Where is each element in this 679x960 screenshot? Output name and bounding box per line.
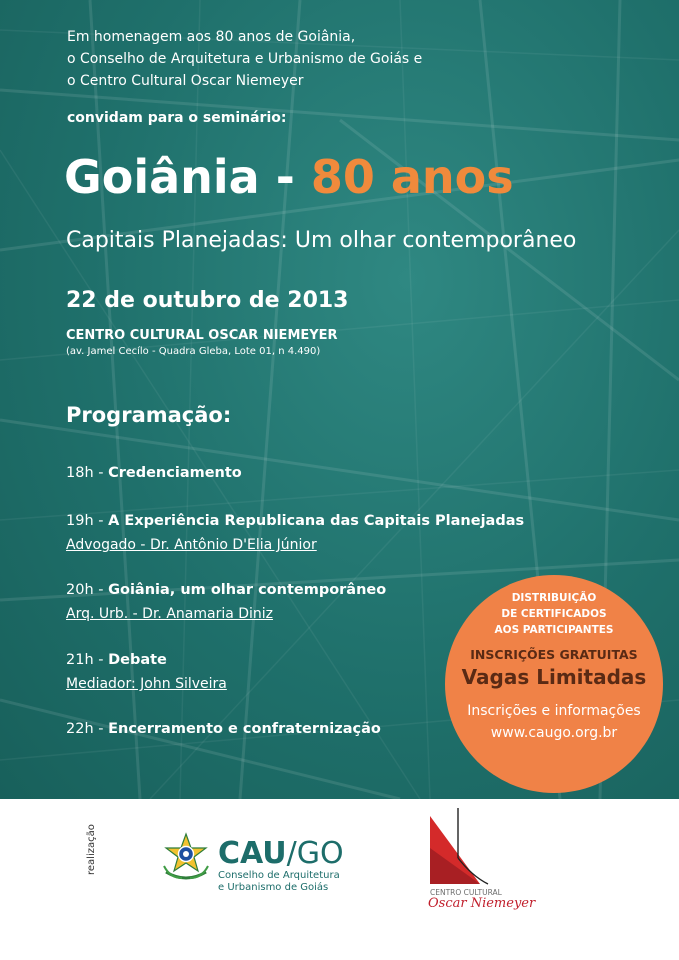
program-item-title: A Experiência Republicana das Capitais Planejadas	[108, 513, 525, 529]
cau-slash: /GO	[286, 836, 344, 871]
page-title	[64, 150, 514, 204]
badge-free-registration: INSCRIÇÕES GRATUITAS	[470, 647, 638, 662]
badge-certificates	[445, 590, 663, 638]
cau-logo-text	[218, 836, 344, 871]
program-item-time: 22h -	[66, 721, 104, 737]
program-item-title: Credenciamento	[108, 465, 242, 481]
venue-address: (av. Jamel Cecílo - Quadra Gleba, Lote 01, n 4.490)	[66, 346, 321, 357]
program-item	[66, 652, 167, 668]
badge-line: DISTRIBUIÇÃO	[511, 592, 597, 604]
badge-info-text: Inscrições e informações	[467, 703, 641, 719]
program-item-title: Encerramento e confraternização	[108, 721, 381, 737]
program-item-time: 18h -	[66, 465, 104, 481]
realizacao-label: realização	[86, 824, 97, 875]
program-item	[66, 582, 386, 598]
cau-subtitle-line: Conselho de Arquitetura	[218, 870, 340, 881]
intro-line-2: o Conselho de Arquitetura e Urbanismo de Goiás e	[67, 51, 423, 67]
program-item-speaker: Arq. Urb. - Dr. Anamaria Diniz	[66, 606, 274, 622]
program-item-title: Goiânia, um olhar contemporâneo	[108, 582, 387, 598]
cau-subtitle	[218, 870, 340, 894]
badge-website-link[interactable]: www.caugo.org.br	[490, 725, 618, 741]
badge-line: DE CERTIFICADOS	[501, 608, 607, 620]
badge-limited-seats: Vagas Limitadas	[461, 665, 647, 689]
program-item-speaker: Mediador: John Silveira	[66, 676, 227, 692]
program-item-time: 20h -	[66, 582, 104, 598]
program-item	[66, 721, 381, 737]
brazil-coat-of-arms-icon	[160, 832, 212, 882]
ccon-signature: Oscar Niemeyer	[428, 896, 536, 911]
badge-line: AOS PARTICIPANTES	[494, 624, 614, 636]
intro-line-3: o Centro Cultural Oscar Niemeyer	[67, 73, 304, 89]
program-item-time: 19h -	[66, 513, 104, 529]
cau-name: CAU	[218, 836, 287, 871]
subtitle: Capitais Planejadas: Um olhar contemporâneo	[66, 228, 577, 253]
program-item-time: 21h -	[66, 652, 104, 668]
program-item	[66, 513, 524, 529]
title-main: Goiânia -	[64, 150, 295, 204]
program-heading: Programação:	[66, 403, 232, 427]
intro-line-1: Em homenagem aos 80 anos de Goiânia,	[67, 29, 356, 45]
event-date: 22 de outubro de 2013	[66, 288, 349, 313]
program-item-title: Debate	[108, 652, 167, 668]
program-item-speaker: Advogado - Dr. Antônio D'Elia Júnior	[66, 537, 317, 553]
invite-text: convidam para o seminário:	[67, 110, 287, 126]
program-item	[66, 465, 242, 481]
ccon-label: CENTRO CULTURAL	[430, 888, 502, 897]
ccon-logo-icon	[422, 808, 492, 888]
venue-name: CENTRO CULTURAL OSCAR NIEMEYER	[66, 328, 338, 343]
info-badge	[445, 575, 663, 793]
title-accent: 80 anos	[310, 150, 514, 204]
cau-subtitle-line: e Urbanismo de Goiás	[218, 882, 329, 893]
